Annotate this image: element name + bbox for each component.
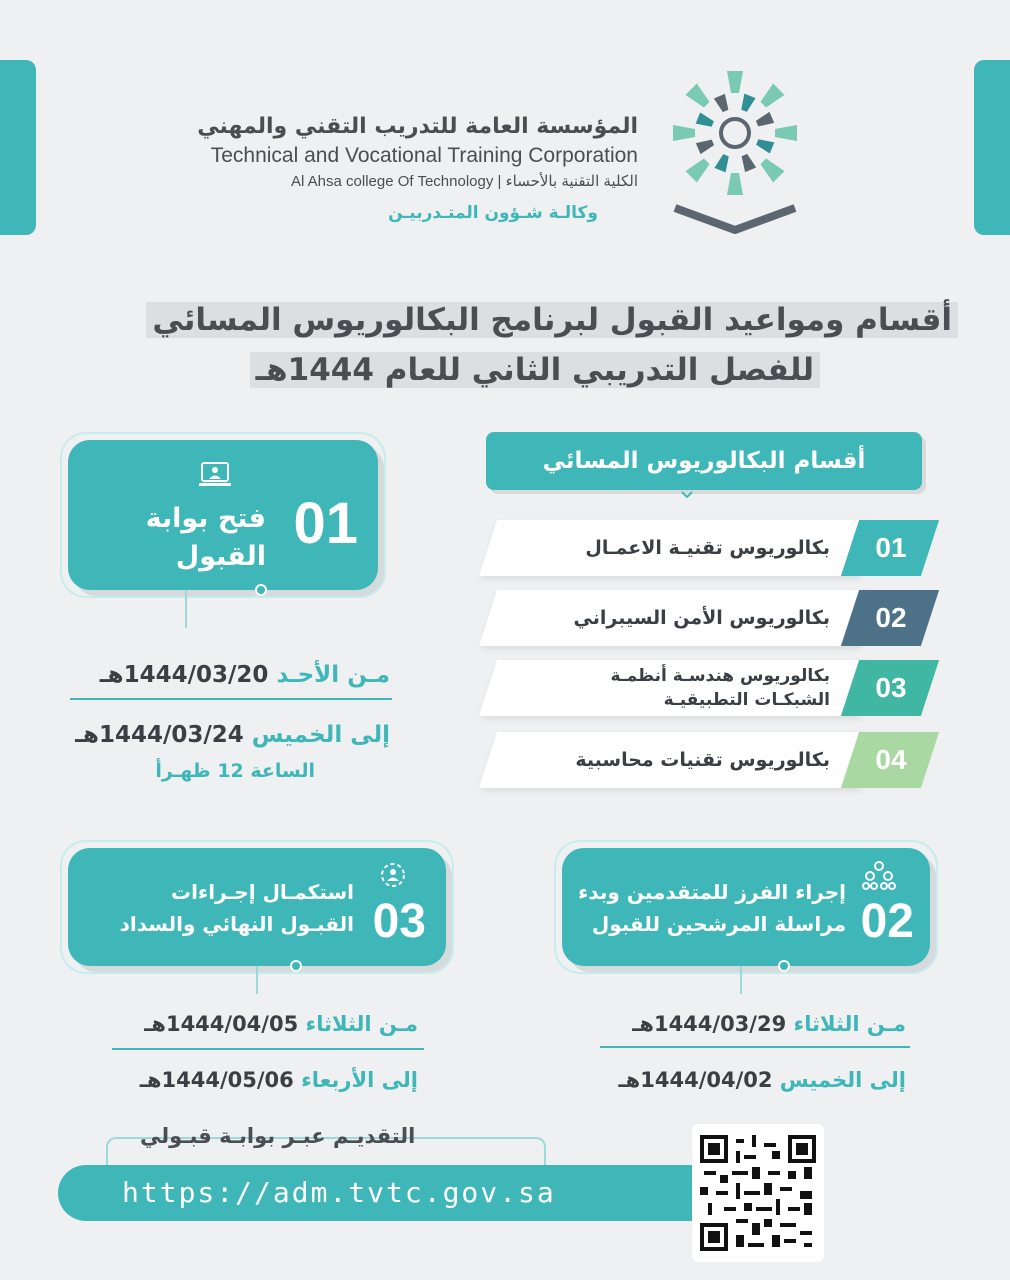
qr-code-image [700, 1132, 816, 1254]
step2-to-date [600, 1068, 906, 1092]
departments-header: أقسام البكالوريوس المسائي [486, 432, 922, 490]
step-card-1 [68, 440, 378, 590]
date-from-value: 1444/03/20هـ [99, 662, 269, 688]
date-to-value: 1444/04/02هـ [618, 1068, 773, 1092]
date-from-label: مـن الأحـد [276, 662, 390, 688]
department-item-3 [488, 660, 940, 716]
online-training-icon [198, 460, 232, 490]
step-card-3 [68, 848, 446, 966]
step-label: إجراء الفرز للمتقدمين وبدء مراسلة المرشحين للقبول [578, 880, 846, 936]
step2-from-date [600, 1012, 906, 1036]
department-item-4 [488, 732, 940, 788]
date-to-label: إلى الخميس [779, 1068, 906, 1092]
step-connector [740, 966, 742, 994]
org-name-en: Technical and Vocational Training Corporation [210, 144, 638, 167]
department-number: 01 [875, 532, 907, 563]
college-name: Al Ahsa college Of Technology | الكلية التقنية بالأحساء [290, 173, 638, 190]
date-from-label: مـن الثلاثاء [305, 1012, 418, 1036]
date-divider [112, 1048, 424, 1050]
step-number: 03 [372, 895, 426, 948]
step3-from-date [112, 1012, 418, 1036]
apply-label: التقديـم عبـر بوابـة قبـولي [140, 1124, 416, 1148]
date-to-value: 1444/05/06هـ [139, 1068, 294, 1092]
department-item-2 [488, 590, 940, 646]
department-label: بكالوريوس هندسـة أنظمـة الشبكـات التطبيقيـة [610, 666, 830, 710]
step-label: فتح بوابة القبول [145, 503, 266, 572]
org-name-ar: المؤسسة العامة للتدريب التقني والمهني [197, 114, 638, 139]
department-number: 02 [875, 602, 907, 633]
step-connector [185, 590, 187, 628]
department-number: 04 [875, 744, 907, 775]
agency-name: وكالـة شـؤون المتـدربيـن [388, 203, 598, 223]
department-number: 03 [875, 672, 907, 703]
step1-from-date [70, 662, 390, 688]
step-number: 02 [860, 895, 914, 948]
connector-dot [778, 960, 790, 972]
step-label: استكمـال إجـراءات القبـول النهائي والسداد [119, 880, 354, 936]
date-to-value: 1444/03/24هـ [75, 722, 244, 748]
step-card-2 [562, 848, 930, 966]
team-gear-icon [376, 860, 410, 890]
connector-dot [290, 960, 302, 972]
step1-to-date [70, 722, 390, 748]
qr-code[interactable] [692, 1124, 824, 1262]
page-title-line1: أقسام ومواعيد القبول لبرنامج البكالوريوس المسائي [146, 295, 958, 345]
step-number: 01 [293, 491, 358, 556]
department-label: بكالوريوس تقنيات محاسبية [575, 749, 830, 771]
org-header [197, 112, 638, 228]
date-to-label: إلى الأربعاء [301, 1068, 418, 1092]
date-from-value: 1444/03/29هـ [632, 1012, 787, 1036]
department-label: بكالوريوس تقنيـة الاعمـال [585, 537, 830, 559]
step1-time-note: الساعة 12 ظهـرأ [155, 760, 315, 782]
step3-to-date [112, 1068, 418, 1092]
connector-dot [255, 584, 267, 596]
department-item-1 [488, 520, 940, 576]
date-divider [70, 698, 392, 700]
tvtc-emblem-logo [655, 58, 815, 238]
chevron-down-icon [680, 488, 694, 502]
date-from-value: 1444/04/05هـ [144, 1012, 299, 1036]
left-decor-tab [0, 60, 36, 235]
apply-url-link[interactable]: https://adm.tvtc.gov.sa [58, 1165, 758, 1221]
department-label: بكالوريوس الأمن السيبراني [573, 607, 830, 629]
date-from-label: مـن الثلاثاء [793, 1012, 906, 1036]
step-connector [256, 966, 258, 994]
page-title-line2: للفصل التدريبي الثاني للعام 1444هـ [250, 345, 820, 395]
hierarchy-check-icon [862, 860, 896, 890]
date-to-label: إلى الخميس [251, 722, 390, 748]
right-decor-tab [974, 60, 1010, 235]
date-divider [600, 1046, 910, 1048]
